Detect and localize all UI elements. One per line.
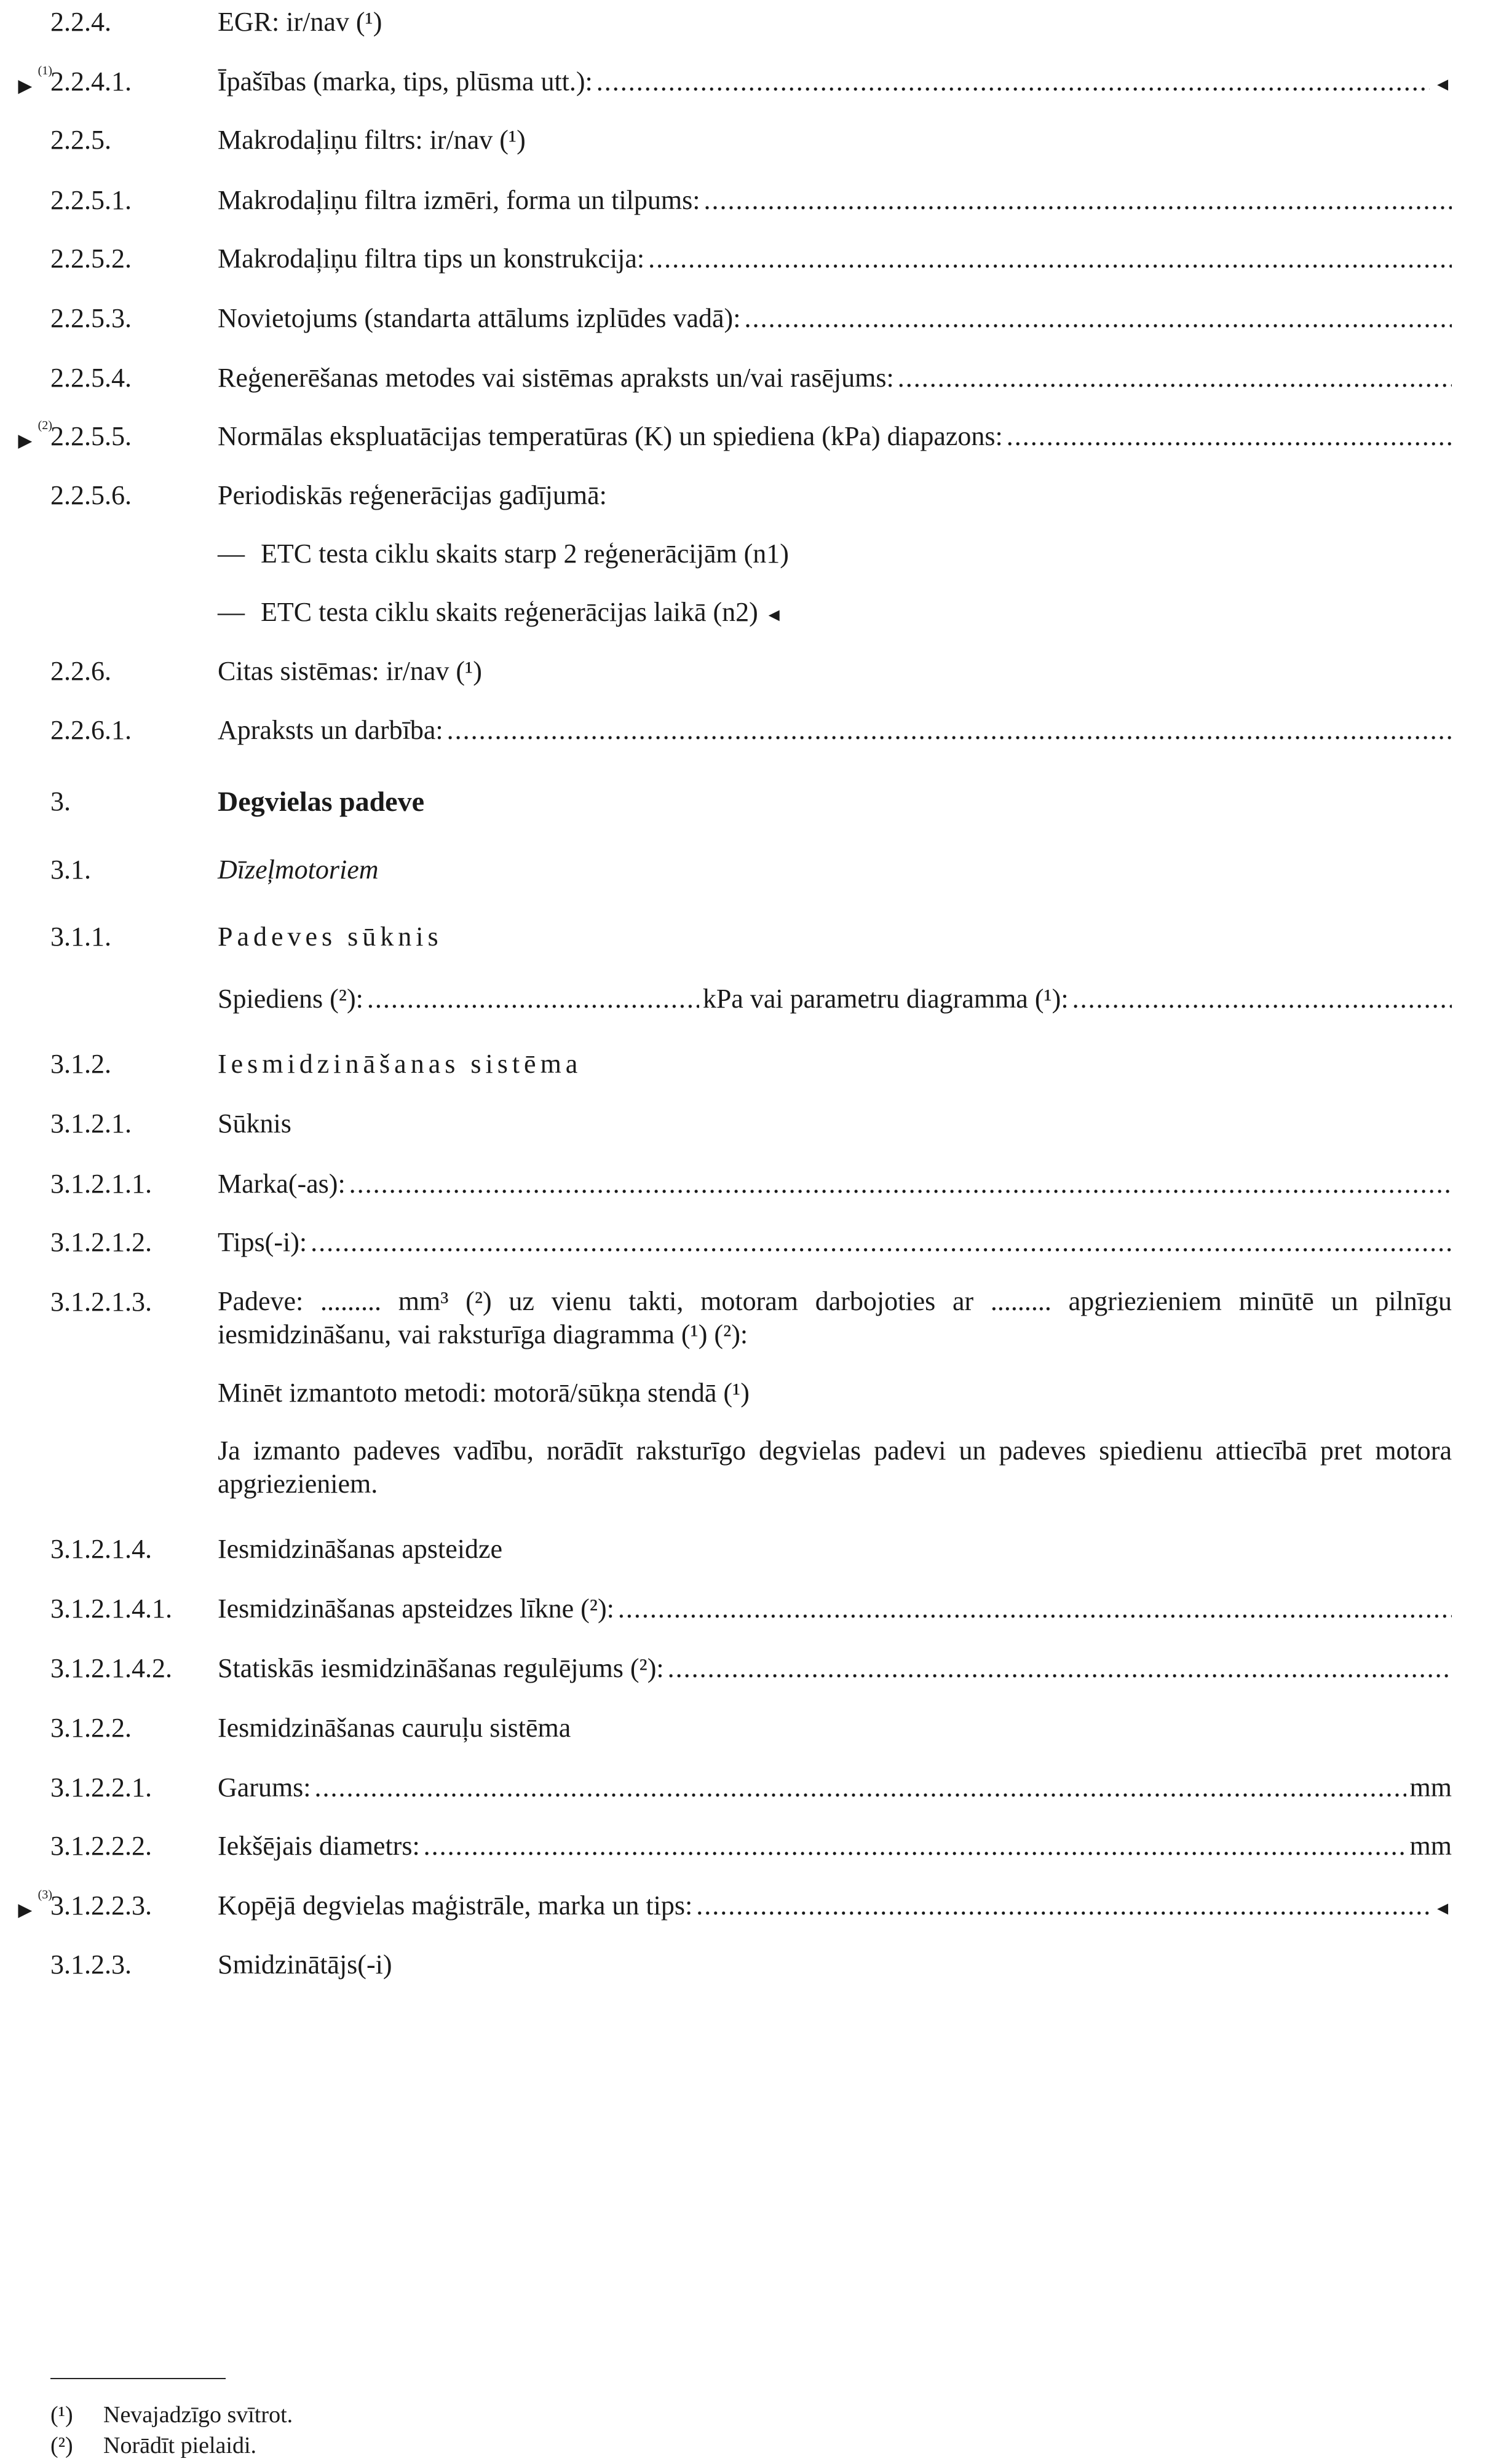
section-row xyxy=(0,1829,1501,1866)
section-field xyxy=(218,1771,1452,1805)
section-row xyxy=(0,301,1501,338)
section-row xyxy=(0,419,1501,456)
section-row xyxy=(0,183,1501,220)
unit-label: mm xyxy=(1409,1772,1452,1803)
dot-leader xyxy=(367,982,699,1016)
section-number: 3.1.2.1.4.2. xyxy=(50,1653,172,1683)
section-number: 3.1.2.1.1. xyxy=(50,1169,152,1199)
dot-leader xyxy=(315,1771,1406,1805)
section-number: 2.2.5.2. xyxy=(50,243,132,274)
section-number: 2.2.5.4. xyxy=(50,363,132,393)
section-number: 2.2.6. xyxy=(50,656,111,686)
section-field xyxy=(218,713,1452,748)
section-subheading: Padeves sūknis xyxy=(218,922,443,952)
field-label: Marka(-as): xyxy=(218,1169,346,1199)
amendment-end-marker: ◄ xyxy=(764,605,783,625)
section-row xyxy=(0,65,1501,101)
section-row xyxy=(0,123,1501,160)
section-row xyxy=(0,853,1501,890)
section-field xyxy=(218,1225,1452,1260)
field-label: Iekšējais diametrs: xyxy=(218,1831,420,1861)
section-field xyxy=(218,1167,1452,1201)
section-field xyxy=(218,419,1452,454)
unit-label: mm xyxy=(1409,1831,1452,1861)
dot-leader xyxy=(1072,982,1452,1016)
footnote-number: (²) xyxy=(50,2433,73,2458)
section-number: 2.2.5. xyxy=(50,125,111,155)
field-label: kPa vai parametru diagramma (¹): xyxy=(702,984,1069,1014)
field-label: Reģenerēšanas metodes vai sistēmas apraksts un/vai rasējums: xyxy=(218,363,894,393)
dash-bullet: — xyxy=(218,597,245,627)
section-number: 2.2.5.1. xyxy=(50,185,132,215)
amendment-end-marker: ◄ xyxy=(1433,74,1452,95)
section-text: Iesmidzināšanas apsteidze xyxy=(218,1534,503,1564)
section-row xyxy=(0,5,1501,42)
field-label: Makrodaļiņu filtra izmēri, forma un tilpums: xyxy=(218,185,700,215)
section-number: 3.1.2.2.3. xyxy=(50,1890,152,1921)
section-field xyxy=(218,242,1452,276)
section-row xyxy=(0,713,1501,750)
section-row xyxy=(0,1107,1501,1143)
section-paragraph: Ja izmanto padeves vadību, norādīt raksturīgo degvielas padevi un padeves spiedienu attiecībā pret motora apgriezieniem. xyxy=(218,1435,1452,1499)
section-field xyxy=(218,1651,1452,1686)
dot-leader xyxy=(898,361,1452,395)
section-text: Makrodaļiņu filtrs: ir/nav (¹) xyxy=(218,125,526,155)
section-text: Citas sistēmas: ir/nav (¹) xyxy=(218,656,482,686)
section-number: 3.1.2.1. xyxy=(50,1108,132,1139)
section-number: 2.2.4.1. xyxy=(50,66,132,97)
field-label: Kopējā degvielas maģistrāle, marka un tips: xyxy=(218,1890,693,1921)
dot-leader xyxy=(648,242,1452,276)
dot-leader xyxy=(696,1889,1430,1923)
field-label: Īpašības (marka, tips, plūsma utt.): xyxy=(218,66,593,97)
section-field xyxy=(218,301,1452,336)
section-row xyxy=(0,361,1501,398)
section-row xyxy=(0,242,1501,278)
section-field xyxy=(218,183,1452,218)
section-number: 3.1. xyxy=(50,855,91,885)
list-item-text: ETC testa ciklu skaits reģenerācijas laikā (n2) ◄ xyxy=(261,597,783,627)
dot-leader xyxy=(311,1225,1452,1260)
section-row xyxy=(0,920,1501,957)
section-field xyxy=(218,1592,1452,1626)
field-label: Normālas ekspluatācijas temperatūras (K) un spiediena (kPa) diapazons: xyxy=(218,421,1003,451)
section-field xyxy=(218,1889,1452,1926)
section-row xyxy=(0,1047,1501,1084)
section-number: 3.1.2.1.2. xyxy=(50,1227,152,1257)
section-text: Iesmidzināšanas cauruļu sistēma xyxy=(218,1713,571,1743)
section-row xyxy=(0,1711,1501,1748)
list-item-text: ETC testa ciklu skaits starp 2 reģenerācijām (n1) xyxy=(261,539,789,569)
list-item xyxy=(0,595,1501,632)
section-number: 3.1.2.1.4.1. xyxy=(50,1593,172,1624)
field-label: Novietojums (standarta attālums izplūdes vadā): xyxy=(218,303,741,333)
section-row xyxy=(0,654,1501,691)
section-row xyxy=(0,1434,1501,1508)
amendment-start-marker: ►$^{(3)}$ xyxy=(14,1888,52,1924)
section-row xyxy=(0,1225,1501,1262)
section-row xyxy=(0,1889,1501,1925)
section-number: 3.1.1. xyxy=(50,922,111,952)
dot-leader xyxy=(349,1167,1452,1201)
section-text: Minēt izmantoto metodi: motorā/sūkņa stendā (¹) xyxy=(218,1378,750,1408)
section-row xyxy=(0,1948,1501,1984)
section-field xyxy=(218,361,1452,395)
amendment-start-marker: ►$^{(2)}$ xyxy=(14,419,52,454)
footnote-number: (¹) xyxy=(50,2402,73,2428)
section-number: 3.1.2.2. xyxy=(50,1713,132,1743)
section-row xyxy=(0,1167,1501,1204)
section-field xyxy=(218,65,1452,102)
pressure-field xyxy=(218,982,1452,1016)
dot-leader xyxy=(1007,419,1452,454)
field-label: Makrodaļiņu filtra tips un konstrukcija: xyxy=(218,243,645,274)
section-text: Smidzinātājs(-i) xyxy=(218,1949,392,1980)
amendment-end-marker: ◄ xyxy=(1433,1898,1452,1919)
field-label: Garums: xyxy=(218,1772,311,1803)
footnote-text: Norādīt pielaidi. xyxy=(103,2433,257,2458)
dot-leader xyxy=(703,183,1452,218)
section-subheading: Iesmidzināšanas sistēma xyxy=(218,1049,582,1079)
field-label: Spiediens (²): xyxy=(218,984,363,1014)
section-row xyxy=(0,982,1501,1019)
section-number: 3.1.2. xyxy=(50,1049,111,1079)
field-label: Statiskās iesmidzināšanas regulējums (²): xyxy=(218,1653,664,1683)
section-heading: Degvielas padeve xyxy=(218,786,425,817)
dot-leader xyxy=(744,301,1452,336)
footnote xyxy=(50,2428,256,2463)
dot-leader xyxy=(668,1651,1452,1686)
section-number: 2.2.5.6. xyxy=(50,480,132,510)
dot-leader xyxy=(596,65,1430,99)
section-text: EGR: ir/nav (¹) xyxy=(218,7,382,37)
amendment-start-marker: ►$^{(1)}$ xyxy=(14,64,52,100)
section-number: 2.2.5.3. xyxy=(50,303,132,333)
dot-leader xyxy=(424,1829,1406,1863)
section-number: 3.1.2.1.4. xyxy=(50,1534,152,1564)
footnote xyxy=(50,2398,293,2432)
dot-leader xyxy=(447,713,1452,748)
footnote-text: Nevajadzīgo svītrot. xyxy=(103,2402,293,2428)
section-row xyxy=(0,1285,1501,1359)
section-subheading: Dīzeļmotoriem xyxy=(218,855,379,885)
field-label: Apraksts un darbība: xyxy=(218,715,443,745)
section-row xyxy=(0,1771,1501,1807)
section-row xyxy=(0,1532,1501,1569)
field-label: Tips(-i): xyxy=(218,1227,307,1257)
section-number: 3.1.2.3. xyxy=(50,1949,132,1980)
footnote-divider xyxy=(50,2378,226,2379)
section-row xyxy=(0,1651,1501,1688)
dash-bullet: — xyxy=(218,539,245,569)
section-number: 3.1.2.1.3. xyxy=(50,1287,152,1317)
section-row xyxy=(0,1592,1501,1629)
section-number: 3.1.2.2.1. xyxy=(50,1772,152,1803)
section-field xyxy=(218,1829,1452,1863)
field-label: Iesmidzināšanas apsteidzes līkne (²): xyxy=(218,1593,614,1624)
section-text: Periodiskās reģenerācijas gadījumā: xyxy=(218,480,607,510)
section-number: 3.1.2.2.2. xyxy=(50,1831,152,1861)
list-item xyxy=(0,537,1501,574)
section-number: 3. xyxy=(50,786,71,816)
section-row xyxy=(0,784,1501,821)
section-row xyxy=(0,478,1501,515)
section-row xyxy=(0,1376,1501,1413)
section-paragraph: Padeve: ......... mm³ (²) uz vienu takti, motoram darbojoties ar ......... apgriezieniem minūtē un pilnīgu iesmidzināšanu, vai raksturīga diagramma (¹) (²): xyxy=(218,1286,1452,1349)
section-text: Sūknis xyxy=(218,1108,291,1139)
section-number: 2.2.5.5. xyxy=(50,421,132,451)
dot-leader xyxy=(618,1592,1452,1626)
section-number: 2.2.4. xyxy=(50,7,111,37)
section-number: 2.2.6.1. xyxy=(50,715,132,745)
